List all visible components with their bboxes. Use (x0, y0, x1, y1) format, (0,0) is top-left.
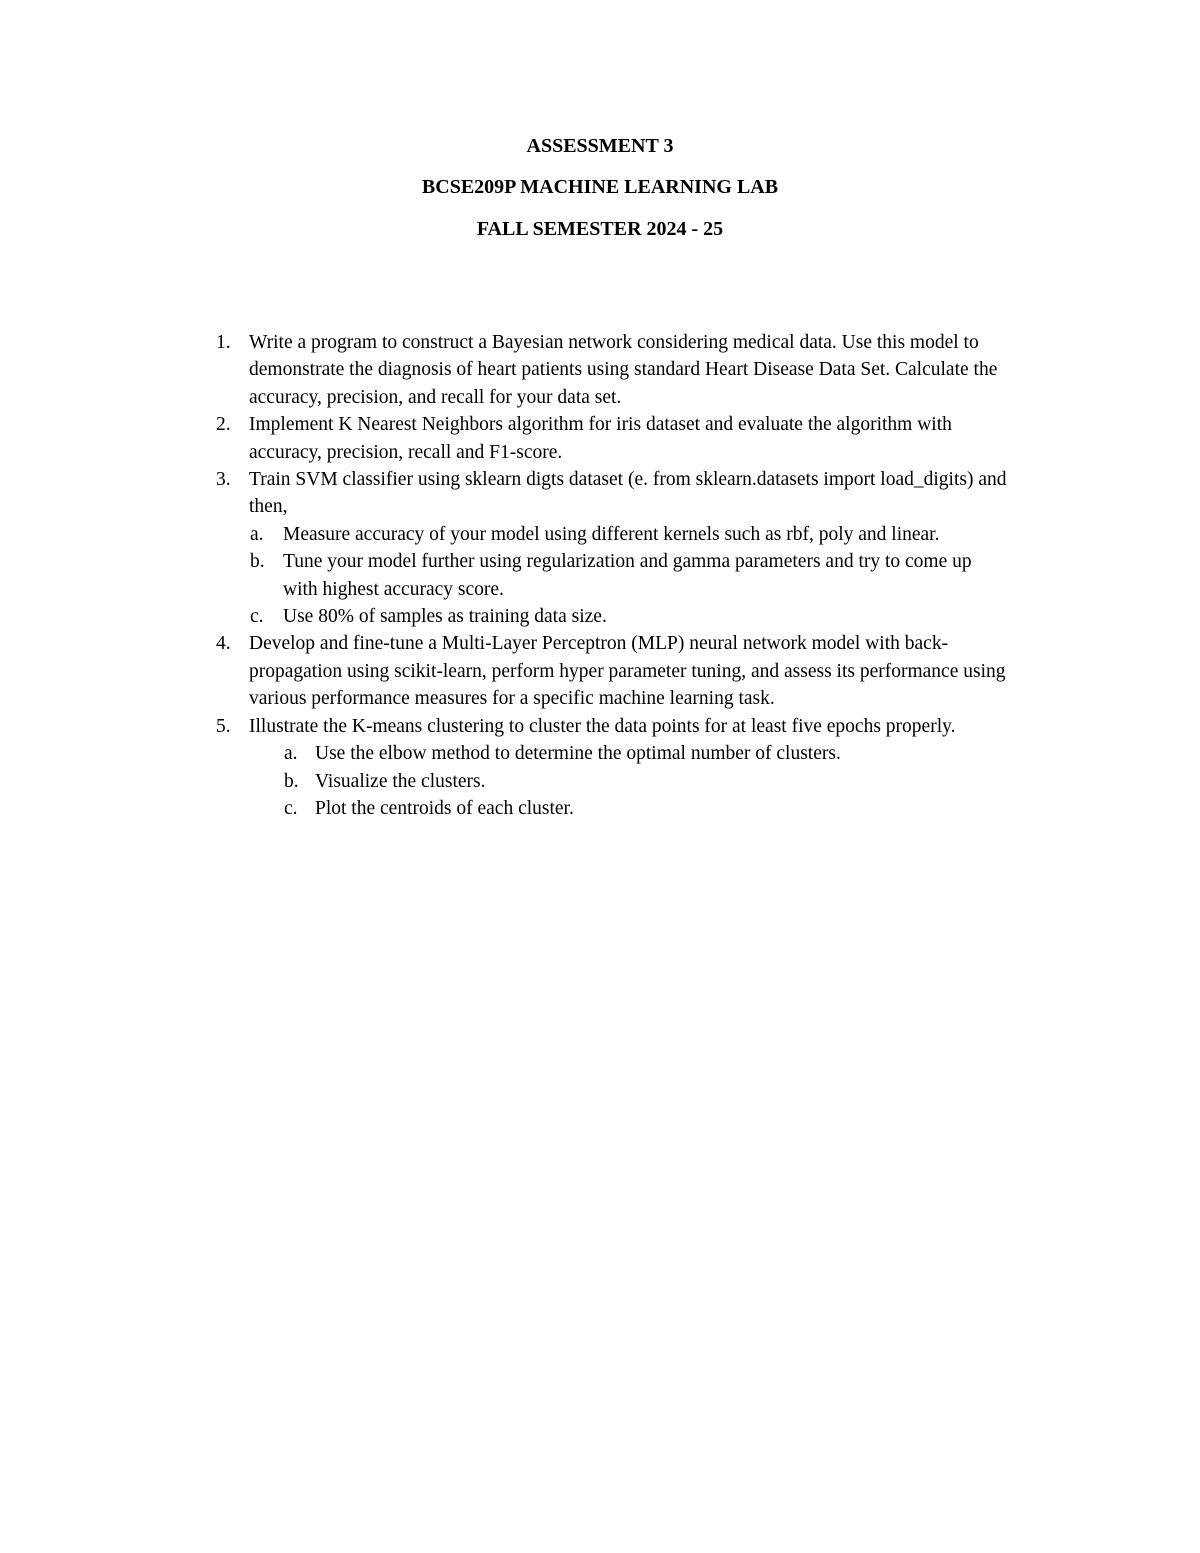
subitem-text: Plot the centroids of each cluster. (315, 797, 574, 819)
task-5-subitem-a (0, 740, 965, 767)
task-item-5 (0, 713, 1009, 740)
task-text: Implement K Nearest Neighbors algorithm for iris dataset and evaluate the algorithm with accuracy, precision, recall and F1-score. (249, 414, 952, 463)
subitem-letter: c. (284, 797, 298, 819)
task-text: Develop and fine-tune a Multi-Layer Perceptron (MLP) neural network model with back-propagation using scikit-learn, perform hyper parameter tuning, and assess its performance using various performance measures for a specific machine learning task. (249, 633, 1006, 710)
task-3-subitem-c (0, 603, 983, 630)
task-text: Illustrate the K-means clustering to cluster the data points for at least five epochs properly. (249, 715, 956, 737)
subitem-letter: c. (250, 606, 264, 628)
task-number: 4. (216, 633, 231, 655)
task-item-4 (0, 630, 1009, 712)
task-item-2 (0, 411, 1009, 466)
task-5-subitem-c (0, 795, 965, 822)
subitem-text: Use the elbow method to determine the optimal number of clusters. (315, 743, 841, 765)
task-item-3 (0, 466, 1009, 521)
task-list (0, 329, 1200, 822)
subitem-text: Tune your model further using regularization and gamma parameters and try to come up with highest accuracy score. (283, 551, 972, 600)
assessment-title: ASSESSMENT 3 (526, 135, 674, 157)
task-text: Write a program to construct a Bayesian network considering medical data. Use this model to demonstrate the diagnosis of heart patients using standard Heart Disease Data Set. Calculate the accuracy, precision, and recall for your data set. (249, 332, 998, 408)
subitem-letter: a. (250, 523, 264, 545)
subitem-text: Measure accuracy of your model using different kernels such as rbf, poly and linear. (283, 523, 940, 545)
task-text: Train SVM classifier using sklearn digts dataset (e. from sklearn.datasets import load_digits) and then, (249, 469, 1007, 518)
task-item-1 (0, 329, 1009, 411)
task-3-subitem-b (0, 548, 983, 603)
subitem-text: Use 80% of samples as training data size. (283, 606, 607, 628)
semester-title: FALL SEMESTER 2024 - 25 (476, 218, 724, 240)
task-number: 5. (216, 715, 231, 737)
subitem-letter: b. (250, 551, 265, 573)
task-number: 1. (216, 332, 231, 353)
subitem-letter: a. (284, 743, 298, 765)
subitem-letter: b. (284, 770, 299, 792)
task-3-subitem-a (0, 521, 983, 548)
course-title: BCSE209P MACHINE LEARNING LAB (421, 176, 779, 198)
task-5-subitem-b (0, 768, 965, 795)
task-number: 2. (216, 414, 231, 436)
subitem-text: Visualize the clusters. (315, 770, 486, 792)
task-number: 3. (216, 469, 231, 491)
